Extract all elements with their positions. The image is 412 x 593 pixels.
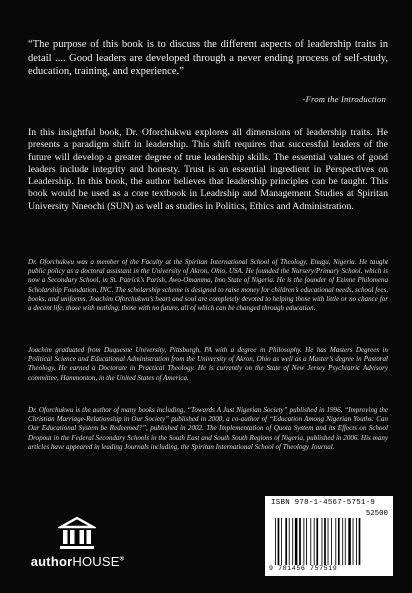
publisher-logo <box>30 516 125 576</box>
pillared-building-icon <box>58 516 96 552</box>
price-code: 52500 <box>365 510 388 518</box>
barcode-bar <box>324 518 326 565</box>
barcode-bar <box>303 518 304 565</box>
barcode-bar <box>338 518 340 565</box>
publisher-name: authorHOUSE® <box>30 554 125 569</box>
barcode-bar <box>322 518 323 565</box>
barcode-bar <box>299 518 301 565</box>
author-bio-paragraph: Dr. Oforchukwu is the author of many books including, “Towards A Just Nigerian Society” published in 1996, “Improving the Christian Marriage-Relationship in Our Society” published in 2000, a co-author of “Education Among Nigerian Youths: Can Our Educational System be Redeemed?”, published in 2002. The Implementation of Quota System and its Effects on School Dropout in the Federal Secondary Schools in the South East and South South Regions of Nigeria, published in 2006. His many articles have appeared in leading Journals including, the Spiritan International School of Theology Journal. <box>28 406 388 451</box>
ean-digits: 9 781456 757519 <box>269 565 338 572</box>
barcode-bar <box>285 518 287 565</box>
barcode-bar <box>345 518 346 565</box>
barcode-bar <box>359 518 361 565</box>
quote-text: “The purpose of this book is to discuss the different aspects of leadership traits in detail .... Good leaders are developed through a never ending process of self-study, education, training, and experience.” <box>28 39 388 78</box>
barcode-bar <box>353 518 354 565</box>
barcode-bar <box>331 518 332 565</box>
author-bio-paragraph: Dr. Oforchukwu was a member of the Faculty at the Spiritan International School of Theology, Enugu, Nigeria. He taught public policy as a doctoral assistant in the University of Akron, Ohio, USA. He founded the Nursery/Primary School, which is now a Secondary School, in St. Patrick’s Parish, Awo-Omamma, Imo State of Nigeria. He is the founder of Ezinne Philomena Scholarship Foundation, INC. The scholarship scheme is designed to raise money for children’s educational needs, school fees, books, and uniforms. Joachim Oforchukwu’s heart and soul are completely devoted to helping those with little or no chance for a decent life, those with nothing, those with no future, all of which can be changed through education. <box>28 258 388 313</box>
isbn-barcode <box>265 496 393 576</box>
barcode-bar <box>310 518 311 565</box>
quote-attribution: -From the Introduction <box>302 94 386 104</box>
barcode-bar <box>281 518 282 565</box>
barcode-bar <box>348 518 351 565</box>
barcode-bar <box>328 518 329 565</box>
author-bio-paragraph: Joachim graduated from Duquesne University, Pittsburgh, PA with a degree in Philosophy. He has Masters Degrees in Political Science and Educational Administration from the University of Akron, Ohio as well as a Master’s degree in Pastoral Theology. He earned a Doctorate in Practical Theology. He is currently on the State of New Jersey Psychiatric Advisory committee, Hammonton, in the United States of America. <box>28 346 388 382</box>
barcode-bar <box>335 518 336 565</box>
isbn-number: ISBN 978-1-4567-5751-9 <box>271 499 376 507</box>
barcode-bar <box>275 518 276 565</box>
barcode-bar <box>295 518 298 565</box>
barcode-bar <box>314 518 315 565</box>
barcode-bar <box>316 518 318 565</box>
barcode-bar <box>292 518 293 565</box>
barcode-bar <box>289 518 290 565</box>
barcode-bars <box>275 518 387 565</box>
barcode-bar <box>356 518 357 565</box>
book-summary: In this insightful book, Dr. Oforchukwu explores all dimensions of leadership traits. He presents a paradigm shift in leadership. This shift requires that successful leaders of the future will develop a greater degree of true leadership skills. The essential values of good leaders include integrity and honesty. Trust is an essential ingredient in Perspectives on Leadership. In this book, the author believes that leadership principles can be taught. This book would be used as a core textbook in Leadrship and Management Studies at Spiritan University Nneochi (SUN) as well as studies in Politics, Ethics and Administration. <box>28 127 388 212</box>
back-cover-quote <box>28 38 388 79</box>
barcode-bar <box>306 518 307 565</box>
barcode-bar <box>342 518 343 565</box>
barcode-bar <box>278 518 280 565</box>
